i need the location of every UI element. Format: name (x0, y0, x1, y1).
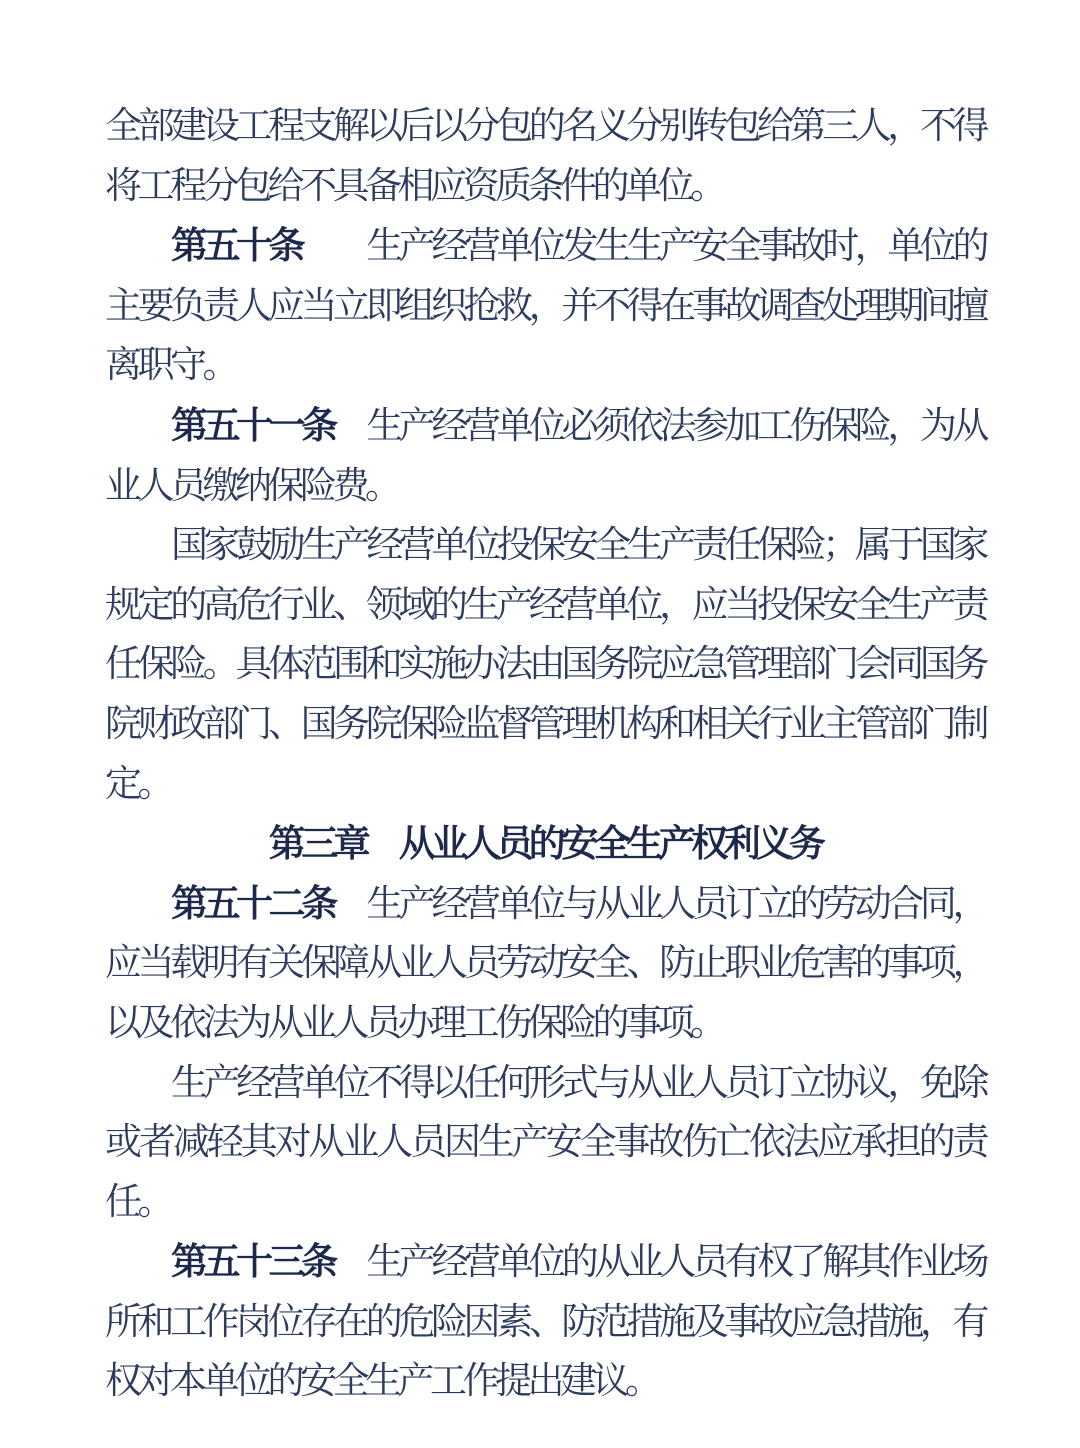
paragraph-text: 从业人员的安全生产权利义务 (366, 823, 822, 865)
paragraph-text: 生产经营单位不得以任何形式与从业人员订立协议，免除或者减轻其对从业人员因生产安全事故伤亡依法应承担的责任。 (105, 1062, 985, 1223)
article-number-label: 第五十三条 (171, 1241, 334, 1283)
paragraph (105, 216, 985, 396)
paragraph (105, 516, 985, 814)
chapter-heading (105, 814, 985, 874)
paragraph-text: 生产经营单位必须依法参加工伤保险，为从业人员缴纳保险费。 (105, 405, 985, 507)
article-number-label: 第五十条 (171, 225, 302, 267)
article-number-label: 第五十二条 (171, 882, 334, 924)
paragraph-text: 生产经营单位与从业人员订立的劳动合同，应当载明有关保障从业人员劳动安全、防止职业危害的事项，以及依法为从业人员办理工伤保险的事项。 (105, 883, 985, 1044)
paragraph (105, 1232, 985, 1412)
paragraph (105, 1054, 985, 1233)
paragraph (105, 874, 985, 1054)
paragraph-text: 生产经营单位发生生产安全事故时，单位的主要负责人应当立即组织抢救，并不得在事故调查处理期间擅离职守。 (105, 226, 985, 387)
article-number-label: 第三章 (268, 823, 367, 865)
paragraph-text: 国家鼓励生产经营单位投保安全生产责任保险；属于国家规定的高危行业、领域的生产经营单位，应当投保安全生产责任保险。具体范围和实施办法由国务院应急管理部门会同国务院财政部门、国务院保险监督管理机构和相关行业主管部门制定。 (105, 525, 985, 805)
article-number-label: 第五十一条 (171, 404, 334, 446)
paragraph-text: 全部建设工程支解以后以分包的名义分别转包给第三人，不得将工程分包给不具备相应资质条件的单位。 (105, 106, 985, 207)
paragraph (105, 396, 985, 516)
paragraph (105, 97, 985, 216)
paragraph-text: 生产经营单位的从业人员有权了解其作业场所和工作岗位存在的危险因素、防范措施及事故应急措施，有权对本单位的安全生产工作提出建议。 (105, 1242, 985, 1403)
